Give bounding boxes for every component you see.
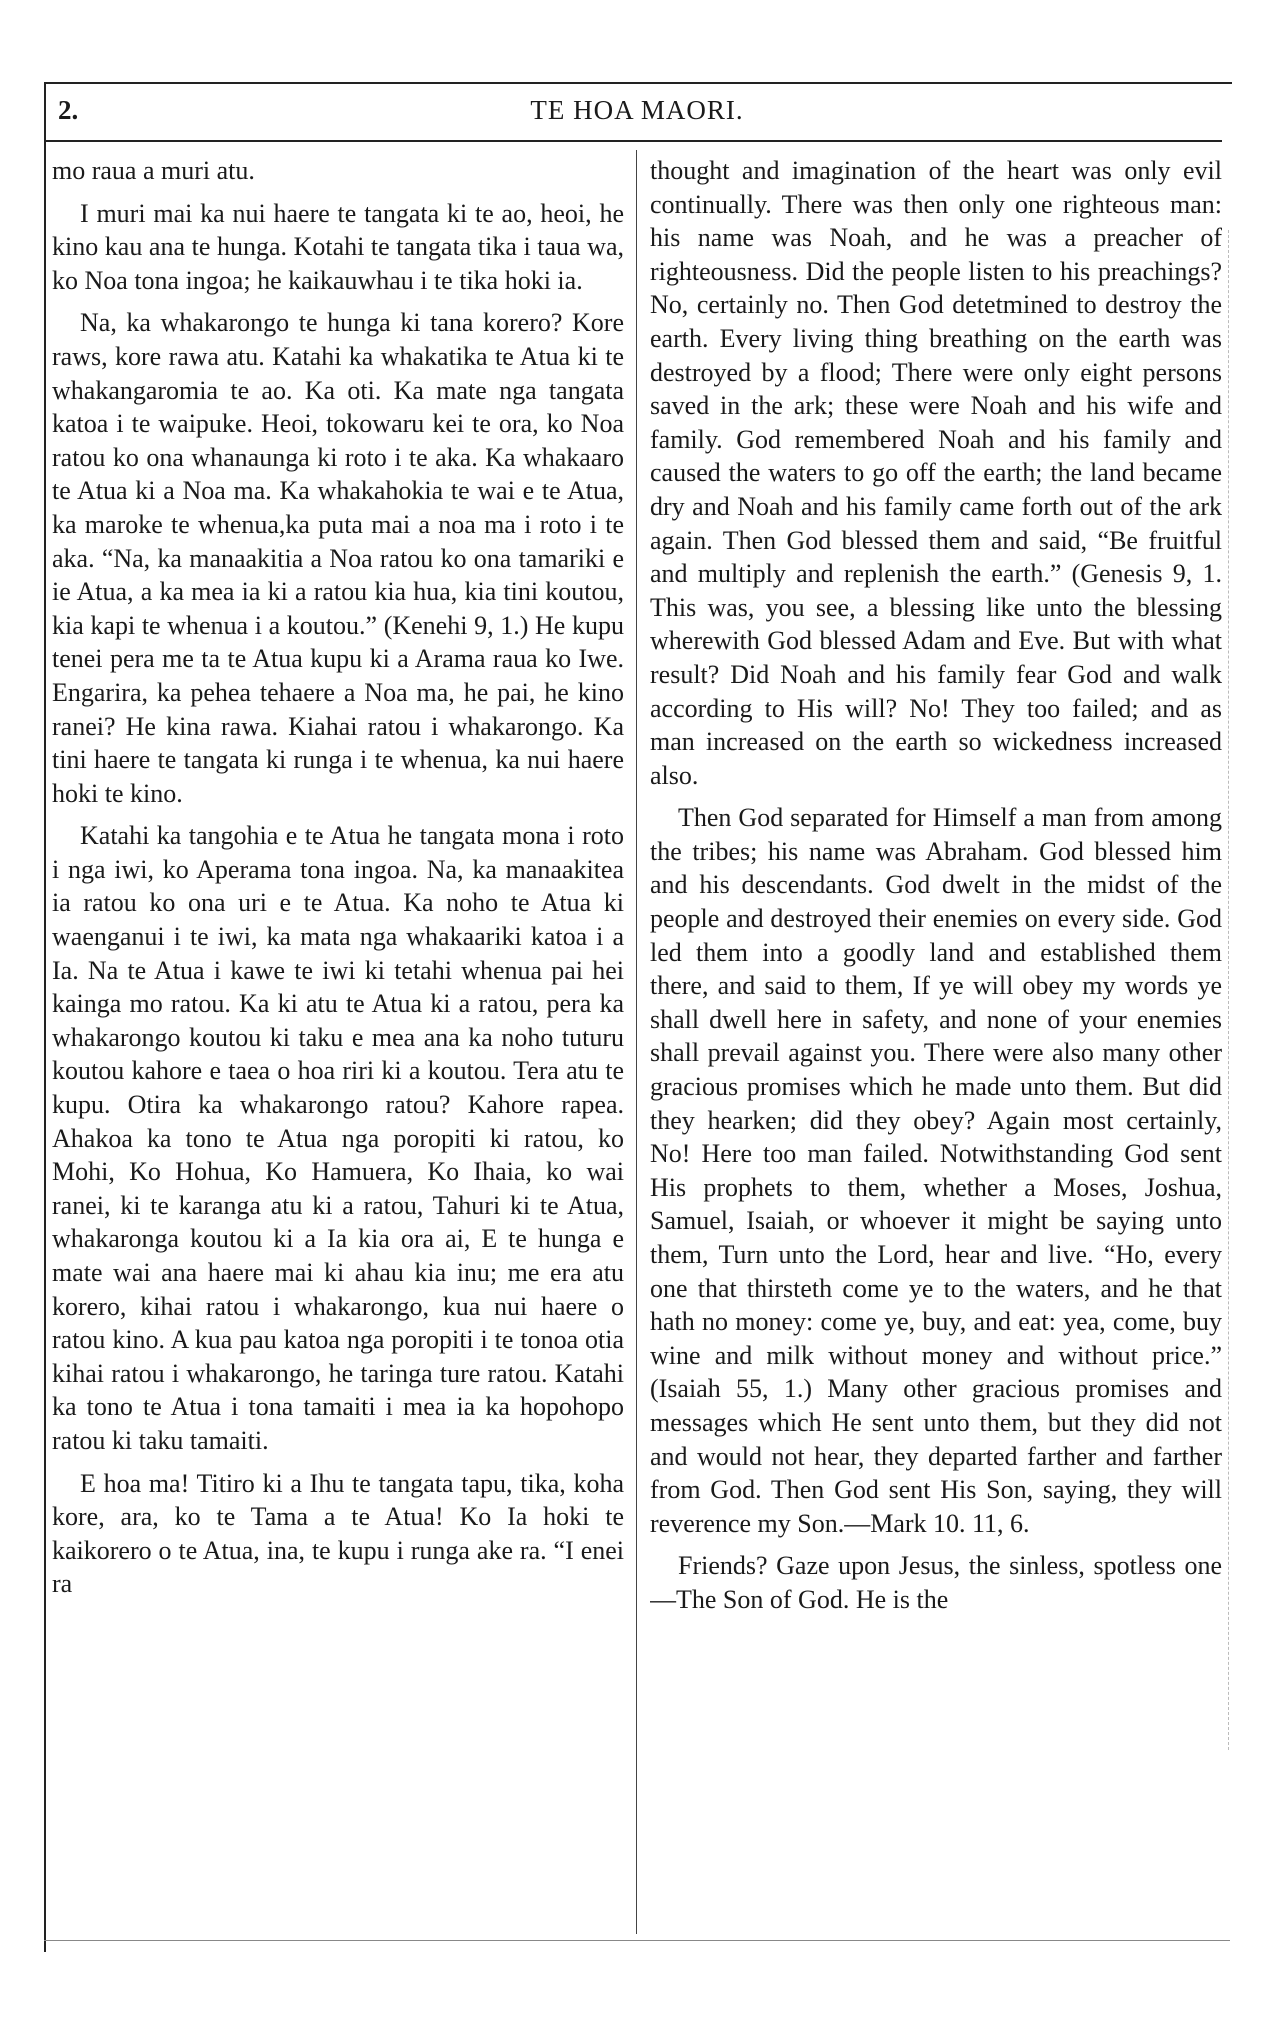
running-title: TE HOA MAORI. [530,95,744,125]
page-number: 2. [58,95,79,125]
left-paragraph-5: E hoa ma! Titiro ki a Ihu te tangata tapu, tika, koha kore, ara, ko te Tama a te Atua! Ko Ia hoki te kaikorero o te Atua, ina, te kupu i runga ake ra. “I enei ra [52,1468,624,1599]
right-paragraph-1: thought and imagination of the heart was only evil continually. There was then only one righteous man: his name was Noah, and he was a preacher of righteousness. Did the people listen to his preachings? No, certainly no. Then God detetmined to destroy the earth. Every living thing breathing on the earth was destroyed by a flood; There were only eight persons saved in the ark; these were Noah and his wife and family. God remembered Noah and his family and caused the waters to go off the earth; the land became dry and Noah and his family came forth out of the ark again. Then God blessed them and said, “Be fruitful and multiply and replenish the earth.” (Genesis 9, 1. This was, you see, a blessing like unto the blessing wherewith God blessed Adam and Eve. But with what result? Did Noah and his family fear God and walk according to His will? No! They too failed; and as man increased on the earth so wickedness increased also. [650,156,1222,790]
left-paragraph-4: Katahi ka tangohia e te Atua he tangata mona i roto i nga iwi, ko Aperama tona ingoa. Na, ka manaakitea ia ratou ko ona uri e te Atua. Ka noho te Atua ki waenganui i te iwi, ka mata nga whakaariki katoa i a Ia. Na te Atua i kawe te iwi ki tetahi whenua pai hei kainga mo ratou. Ka ki atu te Atua ki a ratou, pera ka whakarongo koutou ki taku e mea ana ka noho tuturu koutou kahore e taea o hoa riri ki a koutou. Tera atu te kupu. Otira ka whakarongo ratou? Kahore rapea. Ahakoa ka tono te Atua nga poropiti ki ratou, ko Mohi, Ko Hohua, Ko Hamuera, Ko Ihaia, ko wai ranei, ki te karanga atu ki a ratou, Tahuri ki te Atua, whakaronga koutou ki a Ia kia ora ai, E te hunga e mate wai ana haere mai ki ahau kia inu; me era atu korero, kihai ratou i whakarongo, kua nui haere o ratou kino. A kua pau katoa nga poropiti i te tonoa otia kihai ratou i whakarongo, he taringa ture ratou. Katahi ka tono te Atua i tona tamaiti i mea ia ka hopohopo ratou ki taku tamaiti. [52,821,624,1455]
left-column-maori-text [52,154,624,1929]
left-paragraph-3: Na, ka whakarongo te hunga ki tana korero? Kore raws, kore rawa atu. Katahi ka whakatika te Atua ki te whakangaromia te ao. Ka oti. Ka mate nga tangata katoa i te waipuke. Heoi, tokowaru kei te ora, ko Noa ratou ko ona whanaunga ki roto i te aka. Ka whakaaro te Atua ki a Noa ma. Ka whakahokia te wai e te Atua, ka maroke te whenua,ka puta mai a noa ma i roto i te aka. “Na, ka manaakitia a Noa ratou ko ona tamariki e ie Atua, a ka mea ia ki a ratou kia hua, kia tini koutou, kia kapi te whenua i a koutou.” (Kenehi 9, 1.) He kupu tenei pera me ta te Atua kupu ki a Arama raua ko Iwe. Engarira, ka pehea tehaere a Noa ma, he pai, he kino ranei? He kina rawa. Kiahai ratou i whakarongo. Ka tini haere te tangata ki runga i te whenua, ka nui haere hoki te kino. [52,308,624,808]
left-paragraph-1: mo raua a muri atu. [52,156,255,185]
right-paragraph-3: Friends? Gaze upon Jesus, the sinless, spotless one—The Son of God. He is the [650,1551,1222,1614]
right-paragraph-2: Then God separated for Himself a man from among the tribes; his name was Abraham. God blessed him and his descendants. God dwelt in the midst of the people and destroyed their enemies on every side. God led them into a goodly land and established them there, and said to them, If ye will obey my words ye shall dwell here in safety, and none of your enemies shall prevail against you. There were also many other gracious promises which he made unto them. But did they hearken; did they obey? Again most certainly, No! Here too man failed. Notwithstanding God sent His prophets to them, whether a Moses, Joshua, Samuel, Isaiah, or whoever it might be saying unto them, Turn unto the Lord, hear and live. “Ho, every one that thirsteth come ye to the waters, and he that hath no money: come ye, buy, and eat: yea, come, buy wine and milk without money and without price.” (Isaiah 55, 1.) Many other gracious promises and messages which He sent unto them, but they did not and would not hear, they departed farther and farther from God. Then God sent His Son, saying, they will reverence my Son.—Mark 10. 11, 6. [650,803,1222,1538]
header-rule [44,140,1222,142]
column-divider [636,150,637,1934]
page-right-edge [1228,230,1229,1750]
page-header [44,88,1230,132]
bottom-rule [44,1940,1230,1941]
right-column-english-text [650,154,1222,1929]
left-paragraph-2: I muri mai ka nui haere te tangata ki te ao, heoi, he kino kau ana te hunga. Kotahi te tangata tika i taua wa, ko Noa tona ingoa; he kaikauwhau i te tika hoki ia. [52,198,624,295]
